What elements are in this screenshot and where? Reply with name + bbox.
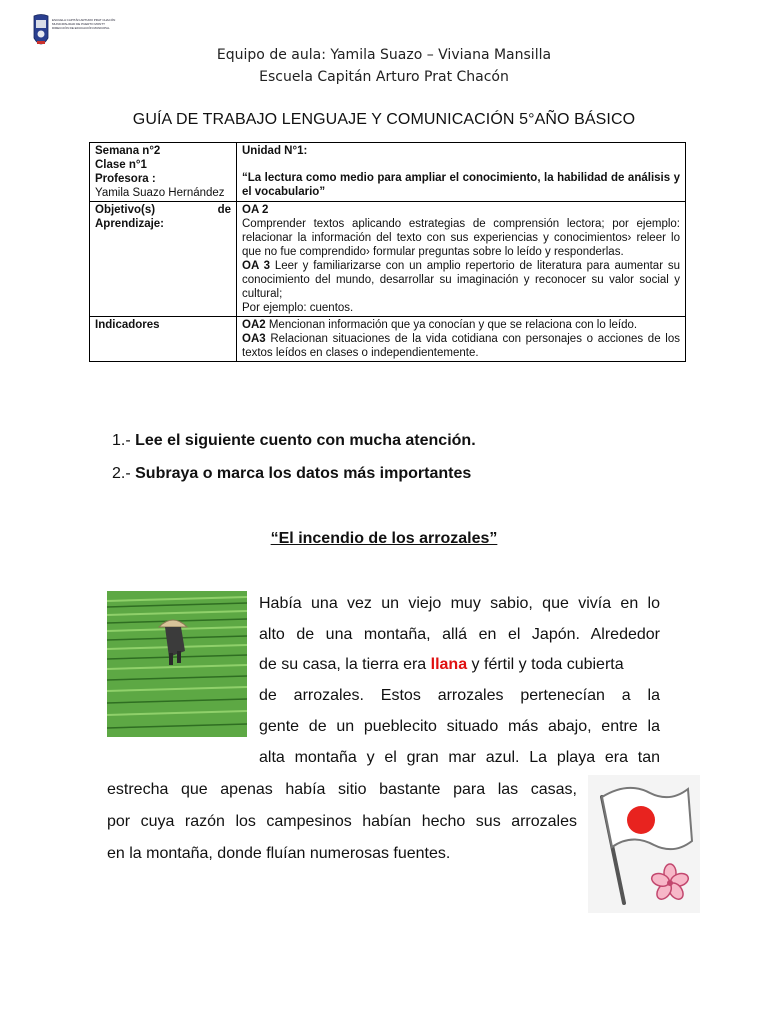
oa2-text: Comprender textos aplicando estrategias de comprensión lectora; por ejemplo: relacionar la información del texto con sus experiencias y conocimientos› releer lo que no fue comprendido› formular preguntas sobre lo leído y responderlas. bbox=[242, 218, 680, 258]
instruction-text: Subraya o marca los datos más importantes bbox=[135, 465, 472, 482]
instruction-1 bbox=[112, 432, 476, 450]
rice-field-image bbox=[107, 591, 247, 737]
story-line: de arrozales. Estos arrozales pertenecían a la bbox=[259, 687, 660, 704]
ind2-label: OA3 bbox=[242, 333, 266, 345]
story-title: “El incendio de los arrozales” bbox=[270, 530, 498, 547]
indicators-label-cell bbox=[90, 317, 237, 362]
highlighted-word: llana bbox=[430, 656, 468, 673]
objectives-label-learning: Aprendizaje: bbox=[95, 218, 165, 230]
story-line: alta montaña y el gran mar azul. La playa era tan bbox=[259, 749, 660, 766]
story-line: alto de una montaña, allá en el Japón. Alrededor bbox=[259, 626, 660, 643]
table-row bbox=[90, 143, 686, 202]
team-header: Equipo de aula: Yamila Suazo – Viviana Mansilla bbox=[216, 47, 552, 63]
story-line: en la montaña, donde fluían numerosas fuentes. bbox=[107, 845, 451, 862]
instruction-number: 2.- bbox=[112, 465, 136, 482]
ind2-text: Relacionan situaciones de la vida cotidiana con personajes o acciones de los textos leídos en clases o independientemente. bbox=[242, 333, 680, 359]
objectives-label: Objetivo(s) bbox=[95, 204, 156, 216]
story-line: estrecha que apenas había sitio bastante para las casas, bbox=[107, 781, 577, 798]
instruction-number: 1.- bbox=[112, 432, 136, 449]
school-header: Escuela Capitán Arturo Prat Chacón bbox=[259, 69, 509, 85]
oa3-example: Por ejemplo: cuentos. bbox=[242, 302, 354, 314]
logo-line: MUNICIPALIDAD DE PUERTO MONTT bbox=[52, 22, 106, 26]
ind1-label: OA2 bbox=[242, 319, 266, 331]
ind1-text: Mencionan información que ya conocían y que se relaciona con lo leído. bbox=[265, 319, 638, 331]
logo-caption bbox=[52, 18, 116, 30]
japan-flag-image bbox=[588, 775, 700, 913]
objectives-cell bbox=[237, 202, 686, 317]
week-label: Semana n°2 bbox=[95, 145, 161, 157]
objectives-label-cell bbox=[90, 202, 237, 317]
oa3-label: OA 3 bbox=[242, 260, 271, 272]
table-row bbox=[90, 202, 686, 317]
instruction-2 bbox=[112, 465, 471, 483]
oa2-label: OA 2 bbox=[242, 204, 269, 216]
story-text: de su casa, la tierra era bbox=[259, 656, 431, 673]
oa3-text: Leer y familiarizarse con un amplio repertorio de literatura para aumentar su conocimiento del mundo, desarrollar su imaginación y reconocer su valor social y cultural; bbox=[242, 260, 680, 300]
story-line bbox=[259, 655, 660, 675]
story-text: y fértil y toda cubierta bbox=[467, 656, 624, 673]
story-line: Había una vez un viejo muy sabio, que vivía en lo bbox=[259, 595, 660, 612]
indicators-cell bbox=[237, 317, 686, 362]
instruction-text: Lee el siguiente cuento con mucha atención. bbox=[135, 432, 476, 449]
school-logo bbox=[33, 14, 49, 50]
info-table bbox=[89, 142, 686, 362]
indicators-label: Indicadores bbox=[95, 319, 160, 331]
unit-description: “La lectura como medio para ampliar el conocimiento, la habilidad de análisis y el vocabulario” bbox=[242, 172, 680, 198]
objectives-label-de: de bbox=[217, 204, 231, 216]
story-line: gente de un pueblecito situado más abajo, entre la bbox=[259, 718, 660, 735]
story-line: por cuya razón los campesinos habían hecho sus arrozales bbox=[107, 813, 577, 830]
page-title: GUÍA DE TRABAJO LENGUAJE Y COMUNICACIÓN 5°AÑO BÁSICO bbox=[132, 111, 636, 128]
logo-line: DIRECCIÓN DE EDUCACIÓN MUNICIPAL bbox=[52, 26, 110, 30]
logo-line: ESCUELA CAPITÁN ARTURO PRAT CHACÓN bbox=[52, 18, 116, 22]
class-label: Clase n°1 bbox=[95, 159, 147, 171]
teacher-name: Yamila Suazo Hernández bbox=[95, 187, 225, 199]
unit-cell bbox=[237, 143, 686, 202]
unit-label: Unidad N°1: bbox=[242, 145, 308, 157]
class-info-cell bbox=[90, 143, 237, 202]
teacher-label: Profesora : bbox=[95, 173, 156, 185]
table-row bbox=[90, 317, 686, 362]
